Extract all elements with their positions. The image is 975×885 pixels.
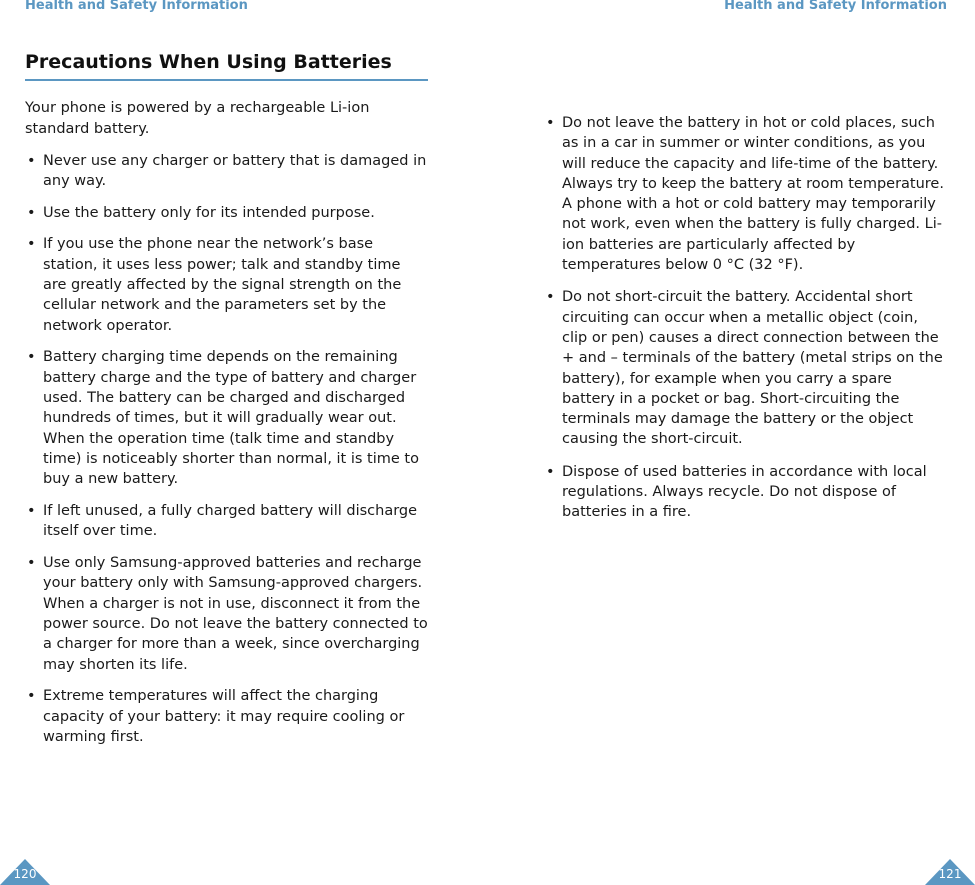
bullet-icon: • bbox=[546, 289, 555, 306]
list-item-text: Do not short-circuit the battery. Accidental short circuiting can occur when a metallic object (coin, clip or pen) causes a direct connection between the + and – terminals of the battery (metal strips on the battery), for example when you carry a spare battery in a pocket or bag. Short-circuiting the terminals may damage the battery or the object causing the short-circuit. bbox=[562, 289, 943, 448]
list-item bbox=[25, 686, 428, 747]
left-bullet-list bbox=[25, 151, 428, 748]
list-item-text: Do not leave the battery in hot or cold places, such as in a car in summer or winter conditions, as you will reduce the capacity and life-time of the battery. Always try to keep the battery at room temperature. A phone with a hot or cold battery may temporarily not work, even when the battery is fully charged. Li-ion batteries are particularly affected by temperatures below 0 °C (32 °F). bbox=[562, 115, 944, 274]
left-page bbox=[25, 50, 428, 747]
list-item bbox=[25, 234, 428, 335]
list-item-text: If left unused, a fully charged battery will discharge itself over time. bbox=[43, 502, 418, 540]
page-number-right: 121 bbox=[938, 867, 962, 881]
bullet-icon: • bbox=[27, 204, 36, 221]
list-item-text: Extreme temperatures will affect the charging capacity of your battery: it may require cooling or warming first. bbox=[43, 688, 405, 745]
page-number-tab-right bbox=[925, 859, 975, 885]
bullet-icon: • bbox=[27, 236, 36, 253]
running-header-right: Health and Safety Information bbox=[724, 0, 947, 13]
list-item bbox=[544, 113, 944, 275]
list-item bbox=[25, 347, 428, 489]
bullet-icon: • bbox=[27, 688, 36, 705]
list-item bbox=[25, 553, 428, 675]
list-item-text: Battery charging time depends on the remaining battery charge and the type of battery and charger used. The battery can be charged and discharged hundreds of times, but it will gradually wear out. When the operation time (talk time and standby time) is noticeably shorter than normal, it is time to buy a new battery. bbox=[43, 349, 419, 488]
bullet-icon: • bbox=[27, 502, 36, 519]
list-item bbox=[25, 501, 428, 542]
list-item-text: If you use the phone near the network’s base station, it uses less power; talk and standby time are greatly affected by the signal strength on the cellular network and the parameters set by the network operator. bbox=[43, 236, 402, 334]
list-item bbox=[544, 287, 944, 449]
list-item-text: Dispose of used batteries in accordance with local regulations. Always recycle. Do not dispose of batteries in a fire. bbox=[562, 463, 927, 521]
right-page bbox=[544, 113, 944, 523]
list-item-text: Use only Samsung-approved batteries and recharge your battery only with Samsung-approved chargers. When a charger is not in use, disconnect it from the power source. Do not leave the battery connected to a charger for more than a week, since overcharging may shorten its life. bbox=[43, 555, 428, 673]
bullet-icon: • bbox=[546, 463, 555, 480]
bullet-icon: • bbox=[27, 555, 36, 572]
list-item-text: Never use any charger or battery that is damaged in any way. bbox=[43, 152, 427, 189]
list-item-text: Use the battery only for its intended purpose. bbox=[43, 204, 375, 221]
list-item bbox=[25, 203, 428, 223]
list-item bbox=[544, 462, 944, 523]
page-number-left: 120 bbox=[13, 867, 37, 881]
right-bullet-list bbox=[544, 113, 944, 523]
list-item bbox=[25, 151, 428, 192]
page-number-tab-left bbox=[0, 859, 50, 885]
bullet-icon: • bbox=[27, 152, 36, 169]
bullet-icon: • bbox=[27, 349, 36, 366]
running-header-left: Health and Safety Information bbox=[25, 0, 248, 13]
section-title: Precautions When Using Batteries bbox=[25, 50, 428, 81]
bullet-icon: • bbox=[546, 115, 555, 131]
intro-paragraph: Your phone is powered by a rechargeable Li-ion standard battery. bbox=[25, 100, 370, 137]
